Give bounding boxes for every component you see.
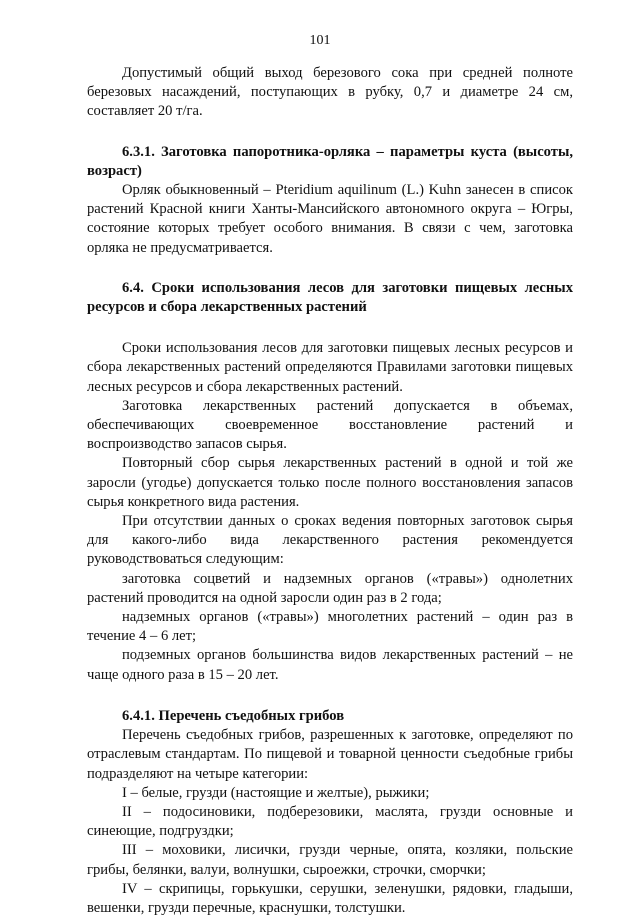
spacer (87, 317, 573, 339)
section-6-4-paragraph: подземных органов большинства видов лекарственных растений – не чаще одного раза в 15 – 20 лет. (87, 647, 573, 683)
section-6-4-paragraph: Сроки использования лесов для заготовки пищевых лесных ресурсов и сбора лекарственных растений определяются Правилами заготовки пищевых лесных ресурсов и сбора лекарственных растений. (87, 340, 573, 395)
mushroom-category-1: I – белые, грузди (настоящие и желтые), рыжики; (122, 784, 430, 801)
mushroom-category-3: III – моховики, лисички, грузди черные, опята, козляки, польские грибы, белянки, валуи, волнушки, сыроежки, строчки, сморчки; (87, 842, 573, 878)
section-6-4-1-heading: 6.4.1. Перечень съедобных грибов (122, 707, 345, 724)
spacer (87, 122, 573, 143)
spacer (87, 258, 573, 279)
section-6-4-paragraph: Повторный сбор сырья лекарственных растений в одной и той же заросли (угодье) допускается только после полного восстановления запасов сырья конкретного вида растения. (87, 455, 573, 510)
mushroom-category-2: II – подосиновики, подберезовики, маслята, грузди основные и синеющие, подгруздки; (87, 803, 573, 840)
section-6-4-1-paragraph: Перечень съедобных грибов, разрешенных к заготовке, определяют по отраслевым стандартам. По пищевой и товарной ценности съедобные грибы подразделяют на четыре категории: (87, 727, 573, 782)
spacer (87, 685, 573, 707)
section-6-3-1-paragraph: Орляк обыкновенный – Pteridium aquilinum (L.) Kuhn занесен в список растений Красной книги Ханты-Мансийского автономного округа – Югры, состояние которых требует особого внимания. В связи с чем, заготовка орляка не предусматривается. (87, 182, 573, 256)
section-6-4-heading: 6.4. Сроки использования лесов для заготовки пищевых лесных ресурсов и сбора лекарственных растений (87, 279, 573, 316)
section-6-4-paragraph: надземных органов («травы») многолетних растений – один раз в течение 4 – 6 лет; (87, 609, 573, 645)
intro-paragraph: Допустимый общий выход березового сока при средней полноте березовых насаждений, поступающих в рубку, 0,7 и диаметре 24 см, составляет 20 т/га. (87, 65, 573, 120)
mushroom-category-4: IV – скрипицы, горькушки, серушки, зеленушки, рядовки, гладыши, вешенки, грузди перечные, краснушки, толстушки. (87, 880, 573, 916)
section-6-4-paragraph: Заготовка лекарственных растений допускается в объемах, обеспечивающих своевременное восстановление растений и воспроизводство запасов сырья. (87, 397, 573, 453)
section-6-3-1-heading: 6.3.1. Заготовка папоротника-орляка – параметры куста (высоты, возраст) (87, 143, 573, 179)
section-6-4-paragraph: При отсутствии данных о сроках ведения повторных заготовок сырья для какого-либо вида лекарственного растения рекомендуется руководствоваться следующим: (87, 513, 573, 568)
page-content (87, 64, 573, 918)
section-6-4-paragraph: заготовка соцветий и надземных органов («травы») однолетних растений проводится на одной заросли один раз в 2 года; (87, 570, 573, 606)
page-number: 101 (309, 33, 331, 48)
